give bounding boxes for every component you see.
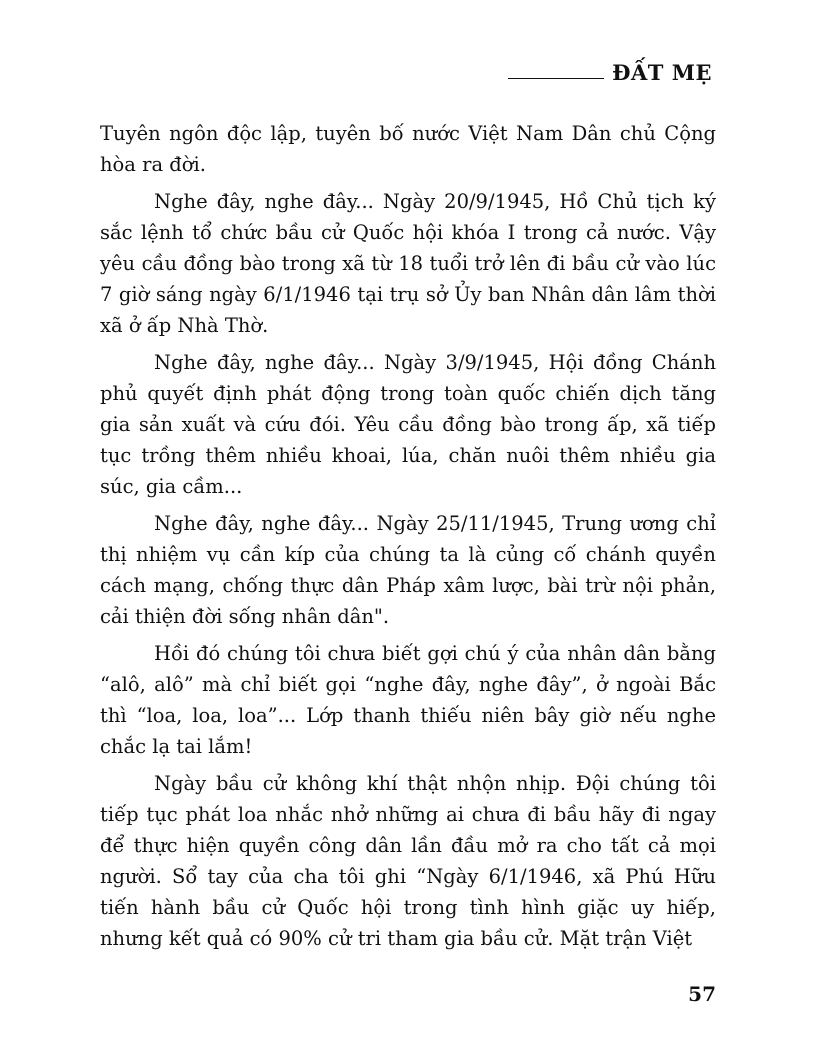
- paragraph-5: Hồi đó chúng tôi chưa biết gợi chú ý của nhân dân bằng “alô, alô” mà chỉ biết gọi “nghe đây, nghe đây”, ở ngoài Bắc thì “loa, loa, loa”... Lớp thanh thiếu niên bây giờ nếu nghe chắc lạ tai lắm!: [100, 642, 716, 758]
- running-header: [508, 60, 712, 85]
- paragraph-4: Nghe đây, nghe đây... Ngày 25/11/1945, Trung ương chỉ thị nhiệm vụ cần kíp của chúng ta là củng cố chánh quyền cách mạng, chống thực dân Pháp xâm lược, bài trừ nội phản, cải thiện đời sống nhân dân".: [100, 512, 716, 628]
- paragraph-1: Tuyên ngôn độc lập, tuyên bố nước Việt Nam Dân chủ Cộng hòa ra đời.: [100, 122, 716, 176]
- paragraph-3: Nghe đây, nghe đây... Ngày 3/9/1945, Hội đồng Chánh phủ quyết định phát động trong toàn quốc chiến dịch tăng gia sản xuất và cứu đói. Yêu cầu đồng bào trong ấp, xã tiếp tục trồng thêm nhiều khoai, lúa, chăn nuôi thêm nhiều gia súc, gia cầm...: [100, 351, 716, 498]
- page-number: 57: [688, 982, 716, 1006]
- body-text: [100, 118, 716, 960]
- paragraph-2: Nghe đây, nghe đây... Ngày 20/9/1945, Hồ Chủ tịch ký sắc lệnh tổ chức bầu cử Quốc hội khóa I trong cả nước. Vậy yêu cầu đồng bào trong xã từ 18 tuổi trở lên đi bầu cử vào lúc 7 giờ sáng ngày 6/1/1946 tại trụ sở Ủy ban Nhân dân lâm thời xã ở ấp Nhà Thờ.: [100, 190, 716, 337]
- header-rule: [508, 78, 604, 79]
- header-title: ĐẤT MẸ: [612, 60, 712, 85]
- paragraph-6: Ngày bầu cử không khí thật nhộn nhịp. Đội chúng tôi tiếp tục phát loa nhắc nhở những ai chưa đi bầu hãy đi ngay để thực hiện quyền công dân lần đầu mở ra cho tất cả mọi người. Sổ tay của cha tôi ghi “Ngày 6/1/1946, xã Phú Hữu tiến hành bầu cử Quốc hội trong tình hình giặc uy hiếp, nhưng kết quả có 90% cử tri tham gia bầu cử. Mặt trận Việt: [100, 772, 716, 950]
